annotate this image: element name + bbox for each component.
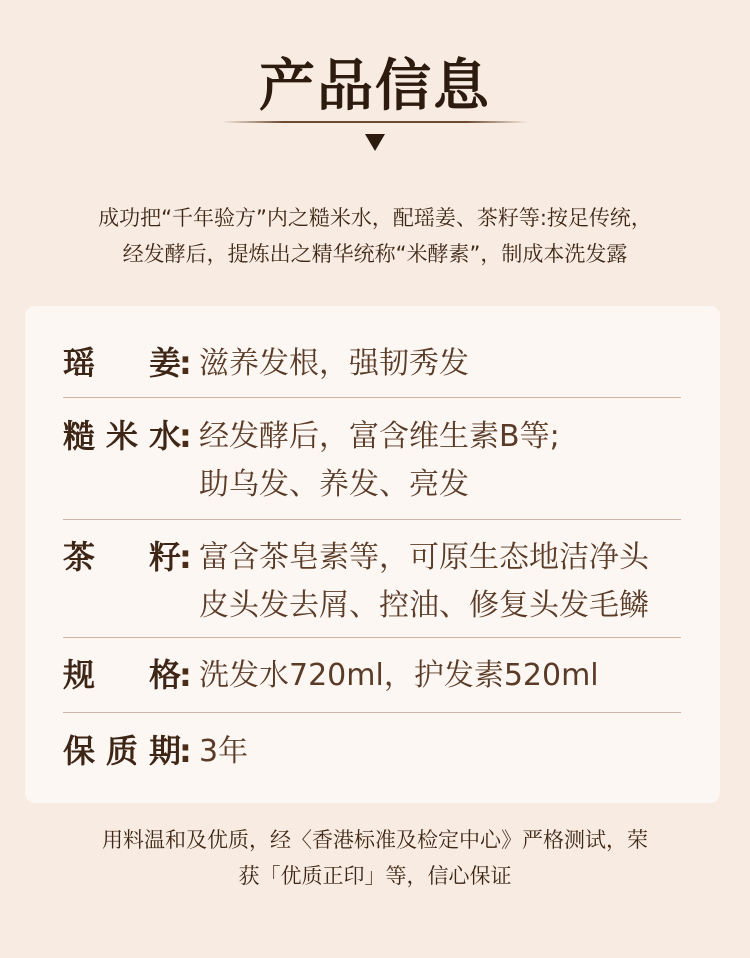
row-divider [63, 712, 681, 713]
row-divider [63, 397, 681, 398]
spec-colon: : [179, 656, 192, 694]
spec-value: 经发酵后，富含维生素B等; 助乌发、养发、亮发 [199, 419, 560, 502]
intro-line: 经发酵后，提炼出之精华统称“米酵素”，制成本洗发露 [122, 242, 628, 266]
spec-colon: : [179, 417, 192, 455]
row-divider [63, 519, 681, 520]
spec-colon: : [179, 538, 192, 576]
spec-value: 富含茶皂素等，可原生态地洁净头 皮头发去屑、控油、修复头发毛鳞 [199, 540, 649, 623]
footer-text [0, 822, 750, 894]
footer-line: 获「优质正印」等，信心保证 [238, 864, 512, 888]
spec-colon: : [179, 732, 192, 770]
title-divider [222, 121, 528, 123]
intro-line: 成功把“千年验方”内之糙米水，配瑶姜、茶籽等:按足传统， [98, 206, 652, 230]
intro-text [0, 200, 750, 272]
spec-value: 滋养发根，强韧秀发 [199, 346, 469, 381]
spec-label: 保质期 [63, 732, 181, 770]
page-title: 产品信息 [259, 53, 491, 119]
spec-card [25, 306, 720, 803]
spec-label: 茶籽 [63, 538, 181, 576]
spec-colon: : [179, 344, 192, 382]
row-divider [63, 637, 681, 638]
spec-label: 糙米水 [63, 417, 181, 455]
spec-label: 规格 [63, 656, 181, 694]
footer-line: 用料温和及优质，经〈香港标准及检定中心》严格测试，荣 [102, 828, 648, 852]
spec-value: 洗发水720ml，护发素520ml [199, 658, 599, 693]
spec-value: 3年 [199, 734, 249, 769]
down-triangle-icon [365, 134, 385, 151]
spec-label: 瑶姜 [63, 344, 181, 382]
